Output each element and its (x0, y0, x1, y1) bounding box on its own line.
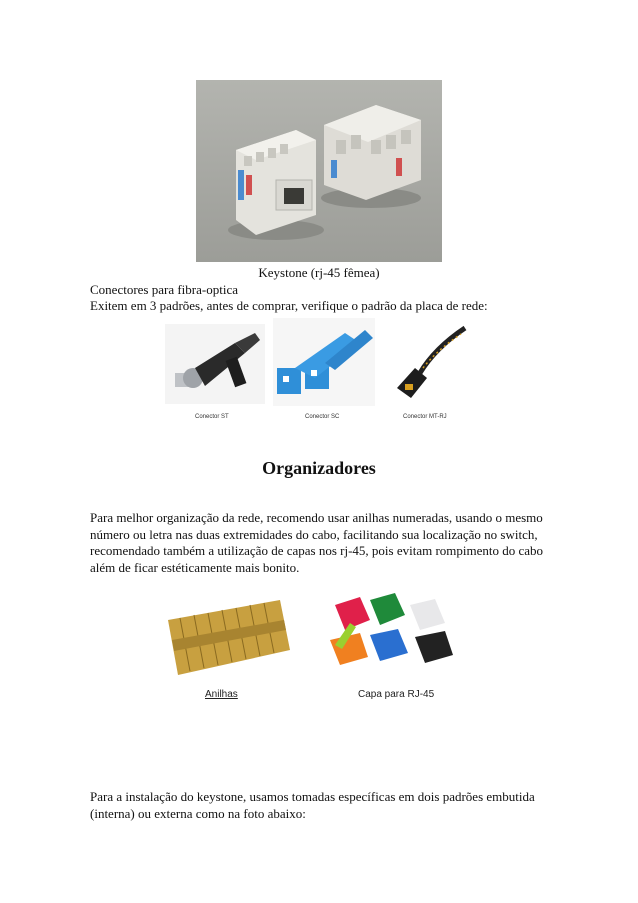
connector-st-label: Conector ST (195, 414, 229, 420)
keystone-photo (196, 80, 442, 262)
mtrj-connector-image (387, 328, 473, 404)
rj45-caps-image (330, 593, 453, 665)
st-connector-image (165, 324, 265, 404)
organizers-paragraph: Para melhor organização da rede, recomendo usar anilhas numeradas, usando o mesmo número ou letra nas duas extremidades do cabo, facilitando sua localização no switch, recomendado também a utilização de capas nos rj-45, pois evitam rompimento do cabo além de ficar estéticamente mais bonito. (90, 510, 544, 575)
keystone-caption: Keystone (rj-45 fêmea) (258, 265, 380, 280)
install-paragraph: Para a instalação do keystone, usamos tomadas específicas em dois padrões embutida (interna) ou externa como na foto abaixo: (90, 789, 535, 821)
connector-mtrj-label: Conector MT-RJ (403, 414, 447, 420)
anilhas-image (168, 600, 290, 675)
fiber-intro-text: Exitem em 3 padrões, antes de comprar, verifique o padrão da placa de rede: (90, 298, 488, 313)
sc-connector-image (273, 318, 375, 406)
fiber-section-title: Conectores para fibra-optica (90, 282, 238, 297)
anilhas-label: Anilhas (205, 689, 238, 700)
rj45-cap-label: Capa para RJ-45 (358, 689, 435, 700)
organizers-photo (160, 585, 478, 705)
fiber-connectors-photo (165, 318, 475, 428)
connector-sc-label: Conector SC (305, 414, 340, 420)
organizers-heading: Organizadores (262, 458, 376, 478)
